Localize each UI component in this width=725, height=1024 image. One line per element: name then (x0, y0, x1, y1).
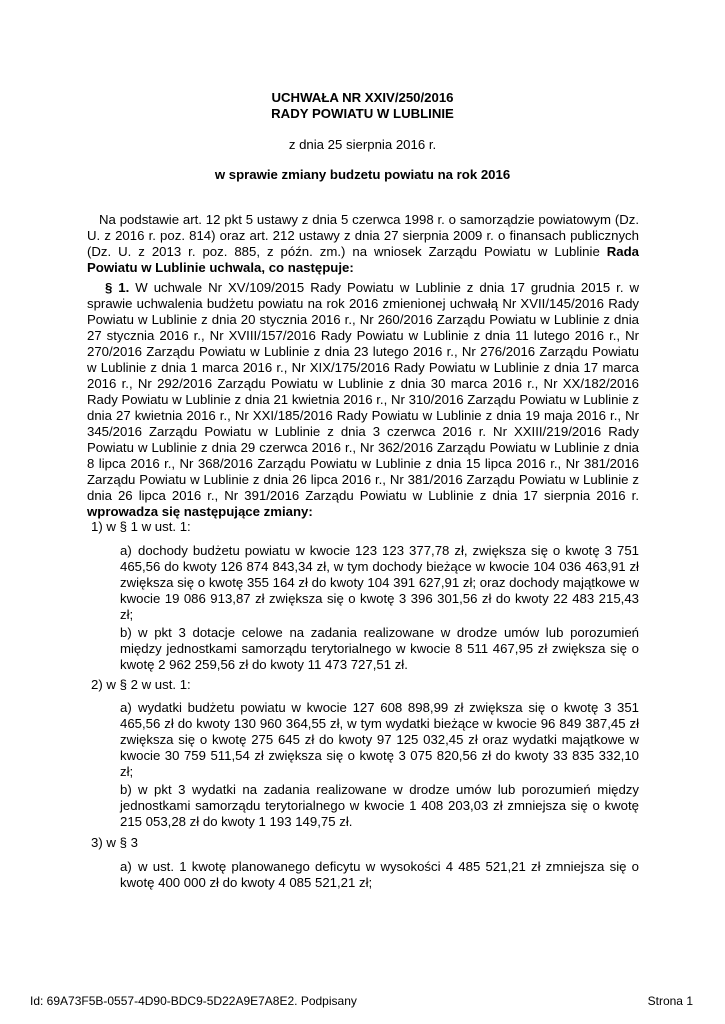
resolution-subject: w sprawie zmiany budzetu powiatu na rok 2016 (214, 167, 511, 182)
item-text: w § 3 (106, 835, 138, 850)
subitem-label: b) (120, 625, 132, 640)
council-name: RADY POWIATU W LUBLINIE (271, 106, 454, 121)
section-1-changes: wprowadza się następujące zmiany: (87, 504, 313, 519)
section-1-label: § 1. (105, 280, 130, 295)
subitem-text: wydatki budżetu powiatu w kwocie 127 608 898,99 zł zwiększa się o kwotę 3 351 465,56 zł do kwoty 130 960 364,55 zł, w tym wydatki bieżące w kwocie 96 849 387,45 zł zwiększa się o kwotę 275 645 zł do kwoty 97 125 032,45 zł oraz wydatki majątkowe w kwocie 30 759 511,54 zł zwiększa się o kwotę 3 075 820,56 zł do kwoty 33 835 332,10 zł; (120, 700, 639, 779)
preamble-text: Na podstawie art. 12 pkt 5 ustawy z dnia 5 czerwca 1998 r. o samorządzie powiatowym (Dz. U. z 2016 r. poz. 814) oraz art. 212 ustawy z dnia 27 sierpnia 2009 r. o finansach publicznych (Dz. U. z 2013 r. poz. 885, z późn. zm.) na wniosek Zarządu Powiatu w Lublinie (87, 212, 639, 259)
subitem-label: a) (120, 859, 132, 874)
preamble-resolution: Rada Powiatu w Lublinie uchwala, co następuje: (87, 244, 639, 275)
item-text: w § 2 w ust. 1: (106, 677, 191, 692)
resolution-title: UCHWAŁA NR XXIV/250/2016 (271, 90, 454, 105)
preamble (87, 212, 639, 276)
item-text: w § 1 w ust. 1: (106, 519, 191, 534)
subitem-text: dochody budżetu powiatu w kwocie 123 123 377,78 zł, zwiększa się o kwotę 3 751 465,56 do kwoty 126 874 843,34 zł, w tym dochody bieżące w kwocie 104 036 463,91 zł zwiększa się o kwotę 355 164 zł do kwoty 104 391 627,91 zł; oraz dochody majątkowe w kwocie 19 086 913,87 zł zwiększa się o kwotę 3 396 301,56 zł do kwoty 22 483 215,43 zł; (120, 543, 639, 622)
resolution-date: z dnia 25 sierpnia 2016 r. (288, 137, 437, 152)
item-label: 2) (91, 677, 103, 692)
subitem-text: w pkt 3 dotacje celowe na zadania realizowane w drodze umów lub porozumień między jednostkami samorządu terytorialnego w kwocie 8 511 467,95 zł zwiększa się o kwotę 2 962 259,56 zł do kwoty 11 473 727,51 zł. (120, 625, 639, 672)
subitem-label: a) (120, 700, 132, 715)
subitem-label: b) (120, 782, 132, 797)
item-label: 1) (91, 519, 103, 534)
subitem-text: w ust. 1 kwotę planowanego deficytu w wysokości 4 485 521,21 zł zmniejsza się o kwotę 400 000 zł do kwoty 4 085 521,21 zł; (120, 859, 639, 890)
document-id: Id: 69A73F5B-0557-4D90-BDC9-5D22A9E7A8E2. Podpisany (30, 994, 357, 1008)
item-label: 3) (91, 835, 103, 850)
section-1 (87, 280, 639, 520)
list-item (91, 835, 138, 851)
list-item (91, 677, 191, 693)
subitem-text: w pkt 3 wydatki na zadania realizowane w drodze umów lub porozumień między jednostkami samorządu terytorialnego w kwocie 1 408 203,03 zł zmniejsza się o kwotę 215 053,28 zł do kwoty 1 193 149,75 zł. (120, 782, 639, 829)
list-item (91, 519, 191, 535)
subitem-label: a) (120, 543, 132, 558)
section-1-text: W uchwale Nr XV/109/2015 Rady Powiatu w Lublinie z dnia 17 grudnia 2015 r. w sprawie uchwalenia budżetu powiatu na rok 2016 zmienionej uchwałą Nr XVII/145/2016 Rady Powiatu w Lublinie z dnia 20 stycznia 2016 r., Nr 260/2016 Zarządu Powiatu w Lublinie z dnia 27 stycznia 2016 r., Nr XVIII/157/2016 Rady Powiatu w Lublinie z dnia 11 lutego 2016 r., Nr 270/2016 Zarządu Powiatu w Lublinie z dnia 23 lutego 2016 r., Nr 276/2016 Zarządu Powiatu w Lublinie z dnia 1 marca 2016 r., Nr XIX/175/2016 Rady Powiatu w Lublinie z dnia 17 marca 2016 r., Nr 292/2016 Zarządu Powiatu w Lublinie z dnia 30 marca 2016 r., Nr XX/182/2016 Rady Powiatu w Lublinie z dnia 21 kwietnia 2016 r., Nr 310/2016 Zarządu Powiatu w Lublinie z dnia 27 kwietnia 2016 r., Nr XXI/185/2016 Rady Powiatu w Lublinie z dnia 19 maja 2016 r., Nr 345/2016 Zarządu Powiatu w Lublinie z dnia 3 czerwca 2016 r. Nr XXIII/219/2016 Rady Powiatu w Lublinie z dnia 29 czerwca 2016 r., Nr 362/2016 Zarządu Powiatu w Lublinie z dnia 8 lipca 2016 r., Nr 368/2016 Zarządu Powiatu w Lublinie z dnia 15 lipca 2016 r., Nr 381/2016 Zarządu Powiatu w Lublinie z dnia 26 lipca 2016 r., Nr 381/2016 Zarządu Powiatu w Lublinie z dnia 26 lipca 2016 r., Nr 391/2016 Zarządu Powiatu w Lublinie z dnia 17 sierpnia 2016 r. (87, 280, 639, 503)
page-number: Strona 1 (647, 994, 693, 1008)
